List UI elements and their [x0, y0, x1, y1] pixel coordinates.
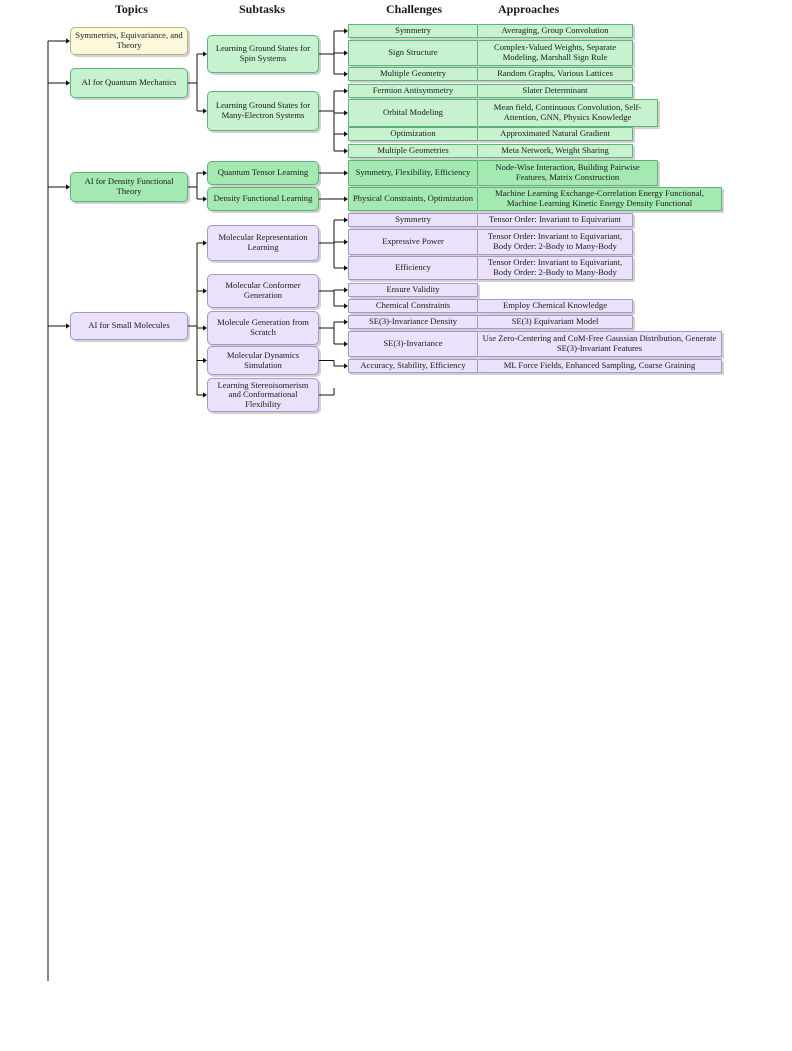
subtask-molecular-dynamics-simulation: Molecular Dynamics Simulation — [207, 346, 319, 375]
approach-meta-network-weight-sharing: Meta Network, Weight Sharing — [478, 144, 633, 158]
chal-sign-structure: Sign Structure — [348, 40, 478, 66]
approach-slater-determinant: Slater Determinant — [478, 84, 633, 98]
approach-use-zero-centering-and-com-free-gaussian: Use Zero-Centering and CoM-Free Gaussian Distribution, Generate SE(3)-Invariant Features — [478, 331, 722, 357]
chal-accuracy-stability-efficiency: Accuracy, Stability, Efficiency — [348, 359, 478, 373]
subtask-molecule-generation-from-scratch: Molecule Generation from Scratch — [207, 311, 319, 345]
approach-averaging-group-convolution: Averaging, Group Convolution — [478, 24, 633, 38]
approach-tensor-order-invariant-to-equivariant-bo: Tensor Order: Invariant to Equivariant, Body Order: 2-Body to Many-Body — [478, 256, 633, 280]
header-topics: Topics — [115, 2, 148, 16]
approach-ml-force-fields-enhanced-sampling-coarse: ML Force Fields, Enhanced Sampling, Coarse Graining — [478, 359, 722, 373]
chal-orbital-modeling: Orbital Modeling — [348, 99, 478, 127]
topic-symmetries-equivariance-and-theory: Symmetries, Equivariance, and Theory — [70, 27, 188, 55]
subtask-learning-stereoisomerism-and-conformatio: Learning Stereoisomerism and Conformational Flexibility — [207, 378, 319, 412]
chal-symmetry: Symmetry — [348, 24, 478, 38]
chal-symmetry: Symmetry — [348, 213, 478, 227]
approach-machine-learning-exchange-correlation-en: Machine Learning Exchange-Correlation Energy Functional, Machine Learning Kinetic Energy Density Functional — [478, 187, 722, 211]
approach-employ-chemical-knowledge: Employ Chemical Knowledge — [478, 299, 633, 313]
chal-multiple-geometries: Multiple Geometries — [348, 144, 478, 158]
approach-tensor-order-invariant-to-equivariant: Tensor Order: Invariant to Equivariant — [478, 213, 633, 227]
chal-efficiency: Efficiency — [348, 256, 478, 280]
subtask-learning-ground-states-for-many-electron: Learning Ground States for Many-Electron Systems — [207, 91, 319, 131]
subtask-quantum-tensor-learning: Quantum Tensor Learning — [207, 161, 319, 185]
header-subtasks: Subtasks — [239, 2, 286, 16]
subtask-density-functional-learning: Density Functional Learning — [207, 187, 319, 211]
approach-se-3-equivariant-model: SE(3) Equivariant Model — [478, 315, 633, 329]
chal-se-3-invariance: SE(3)-Invariance — [348, 331, 478, 357]
topic-ai-for-quantum-mechanics: AI for Quantum Mechanics — [70, 68, 188, 98]
subtask-molecular-representation-learning: Molecular Representation Learning — [207, 225, 319, 261]
chal-symmetry-flexibility-efficiency: Symmetry, Flexibility, Efficiency — [348, 160, 478, 186]
approach-complex-valued-weights-separate-modeling: Complex-Valued Weights, Separate Modeling, Marshall Sign Rule — [478, 40, 633, 66]
chal-multiple-geometry: Multiple Geometry — [348, 67, 478, 81]
header-challenges: Challenges — [386, 2, 443, 16]
topic-ai-for-density-functional-theory: AI for Density Functional Theory — [70, 172, 188, 202]
approach-tensor-order-invariant-to-equivariant-bo: Tensor Order: Invariant to Equivariant, Body Order: 2-Body to Many-Body — [478, 229, 633, 255]
chal-expressive-power: Expressive Power — [348, 229, 478, 255]
chal-chemical-constraints: Chemical Constraints — [348, 299, 478, 313]
subtask-molecular-conformer-generation: Molecular Conformer Generation — [207, 274, 319, 308]
subtask-learning-ground-states-for-spin-systems: Learning Ground States for Spin Systems — [207, 35, 319, 73]
chal-physical-constraints-optimization: Physical Constraints, Optimization — [348, 187, 478, 211]
topic-ai-for-small-molecules: AI for Small Molecules — [70, 312, 188, 340]
chal-ensure-validity: Ensure Validity — [348, 283, 478, 297]
approach-random-graphs-various-lattices: Random Graphs, Various Lattices — [478, 67, 633, 81]
header-approaches: Approaches — [498, 2, 560, 16]
chal-fermion-antisymmetry: Fermion Antisymmetry — [348, 84, 478, 98]
chal-optimization: Optimization — [348, 127, 478, 141]
approach-node-wise-interaction-building-pairwise-: Node-Wise Interaction, Building Pairwise Features, Matrix Construction — [478, 160, 658, 186]
approach-approximated-natural-gradient: Approximated Natural Gradient — [478, 127, 633, 141]
approach-mean-field-continuous-convolution-self-a: Mean field, Continuous Convolution, Self-Attention, GNN, Physics Knowledge — [478, 99, 658, 127]
chal-se-3-invariance-density: SE(3)-Invariance Density — [348, 315, 478, 329]
